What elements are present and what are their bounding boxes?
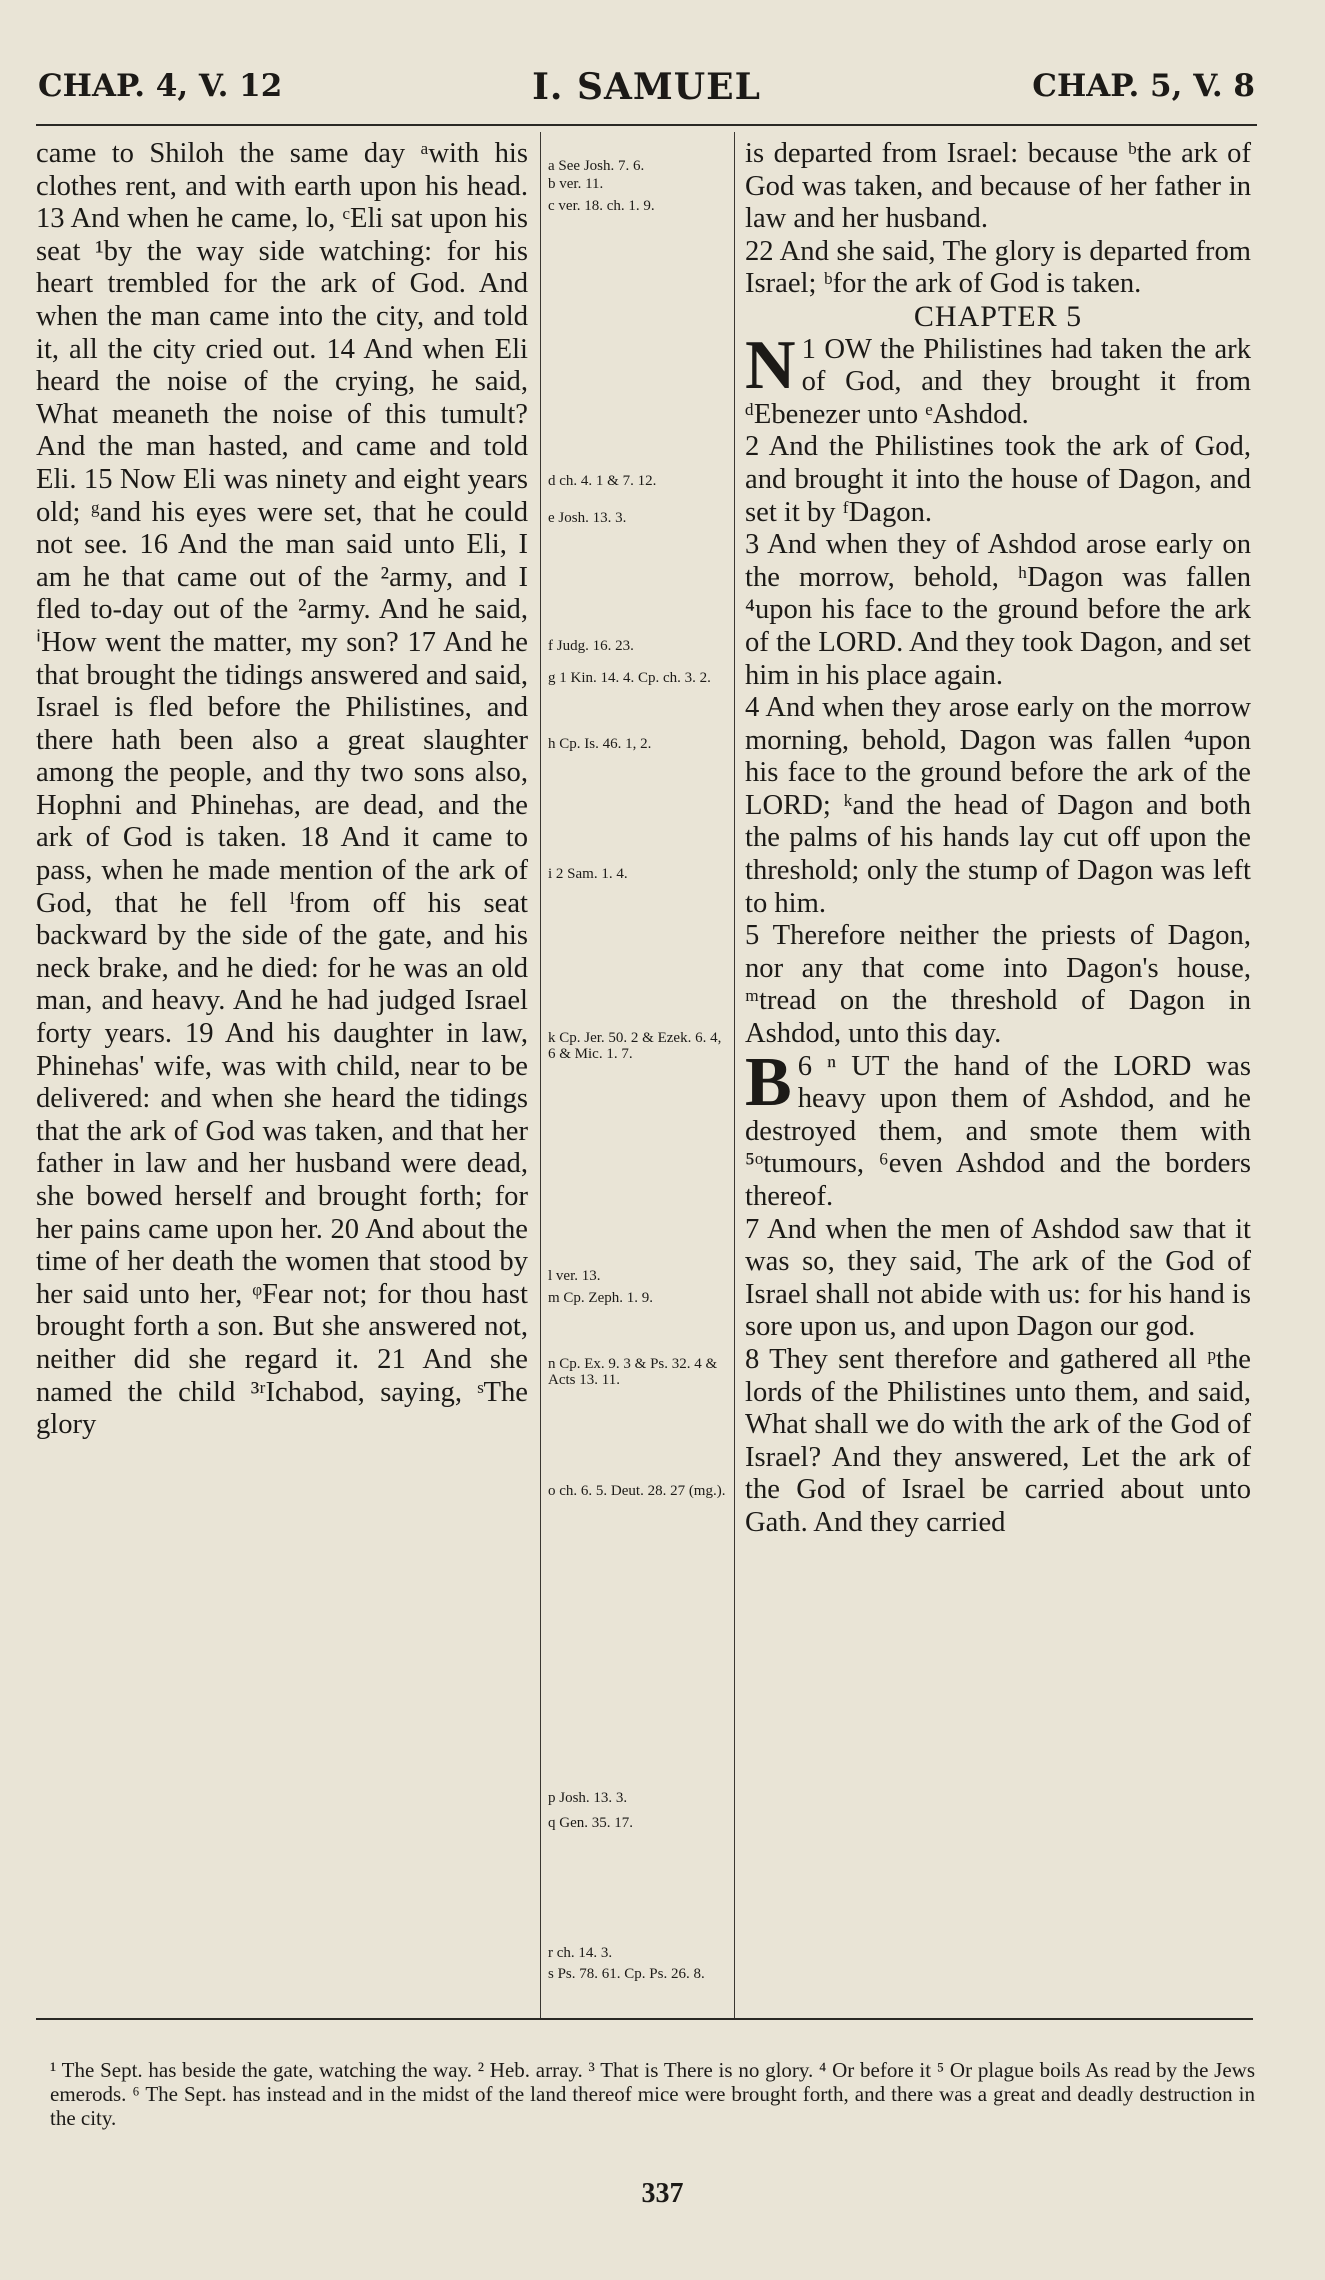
- page-number: 337: [641, 2178, 684, 2209]
- verse-number: 6 ⁿ: [797, 1050, 837, 1082]
- margin-note: c ver. 18. ch. 1. 9.: [548, 198, 655, 214]
- left-column-text: came to Shiloh the same day ᵃwith his clothes rent, and with earth upon his head. 13 And when he came, lo, ᶜEli sat upon his seat ¹by the way side watching: for his heart trembled for the ark of God. And when the man came into the city, and told it, all the city cried out. 14 And when Eli heard the noise of the crying, he said, What meaneth the noise of this tumult? And the man hasted, and came and told Eli. 15 Now Eli was ninety and eight years old; ᵍand his eyes were set, that he could not see. 16 And the man said unto Eli, I am he that came out of the ²army, and I fled to-day out of the ²army. And he said, ⁱHow went the matter, my son? 17 And he that brought the tidings answered and said, Israel is fled before the Philistines, and there hath been also a great slaughter among the people, and thy two sons also, Hophni and Phinehas, are dead, and the ark of God is taken. 18 And it came to pass, when he made mention of the ark of God, that he fell ˡfrom off his seat backward by the side of the gate, and his neck brake, and he died: for he was an old man, and heavy. And he had judged Israel forty years. 19 And his daughter in law, Phinehas' wife, was with child, near to be delivered: and when she heard the tidings that the ark of God was taken, and that her father in law and her husband were dead, she bowed herself and brought forth; for her pains came upon her. 20 And about the time of her death the women that stood by her said unto her, ᵠFear not; for thou hast brought forth a son. But she answered not, neither did she regard it. 21 And she named the child ³ʳIchabod, saying, ˢThe glory: [36, 138, 528, 1441]
- footnotes: ¹ The Sept. has beside the gate, watching the way. ² Heb. array. ³ That is There is no glory. ⁴ Or before it ⁵ Or plague boils As read by the Jews emerods. ⁶ The Sept. has instead and in the midst of the land thereof mice were brought forth, and there was a great and deadly destruction in the city.: [50, 2058, 1255, 2130]
- paragraph-opening-verse: [745, 1043, 1251, 1214]
- margin-note: k Cp. Jer. 50. 2 & Ezek. 6. 4, 6 & Mic. 1. 7.: [548, 1030, 722, 1062]
- margin-note: i 2 Sam. 1. 4.: [548, 866, 628, 882]
- header-chapter-right: CHAP. 5, V. 8: [1032, 68, 1255, 104]
- column-divider-left: [540, 132, 541, 2020]
- margin-note: h Cp. Is. 46. 1, 2.: [548, 736, 652, 752]
- margin-note: s Ps. 78. 61. Cp. Ps. 26. 8.: [548, 1966, 705, 1982]
- chapter-opening-verse: [745, 326, 1251, 432]
- verse-text: 8 They sent therefore and gathered all ᵖthe lords of the Philistines unto them, and said, What shall we do with the ark of the God of Israel? And they answered, Let the ark of the God of Israel be carried about unto Gath. And they carried: [745, 1343, 1251, 1538]
- right-text-column: [745, 138, 1251, 1540]
- verse-text: 7 And when the men of Ashdod saw that it was so, they said, The ark of the God of Israel shall not abide with us: for his hand is sore upon us, and upon Dagon our god.: [745, 1213, 1251, 1343]
- header-chapter-left: CHAP. 4, V. 12: [38, 68, 283, 104]
- drop-cap: B: [745, 1043, 792, 1121]
- margin-note: q Gen. 35. 17.: [548, 1815, 633, 1831]
- verse-text: UT the hand of the LORD was heavy upon them of Ashdod, and he destroyed them, and smote them with ⁵ᵒtumours, ⁶even Ashdod and the borders thereof.: [745, 1050, 1251, 1212]
- verse-text: 3 And when they of Ashdod arose early on the morrow, behold, ʰDagon was fallen ⁴upon his face to the ground before the ark of the LORD. And they took Dagon, and set him in his place again.: [745, 529, 1251, 691]
- drop-cap: N: [745, 326, 796, 404]
- margin-note: f Judg. 16. 23.: [548, 638, 634, 654]
- running-header: [38, 68, 1255, 118]
- margin-note: a See Josh. 7. 6.: [548, 158, 645, 174]
- footnote-rule: [36, 2018, 1253, 2020]
- margin-note: n Cp. Ex. 9. 3 & Ps. 32. 4 & Acts 13. 11.: [548, 1356, 718, 1388]
- margin-note: m Cp. Zeph. 1. 9.: [548, 1290, 653, 1306]
- cross-reference-margin: [548, 138, 730, 2018]
- margin-note: g 1 Kin. 14. 4. Cp. ch. 3. 2.: [548, 670, 711, 686]
- chapter-heading: CHAPTER 5: [913, 299, 1083, 333]
- left-text-column: [36, 138, 528, 1442]
- verse-text: OW the Philistines had taken the ark of God, and they brought it from ᵈEbenezer unto ᵉAshdod.: [745, 333, 1251, 430]
- verse-text: is departed from Israel: because ᵇthe ark of God was taken, and because of her father in law and her husband.: [745, 138, 1251, 235]
- verse-text: 5 Therefore neither the priests of Dagon, nor any that come into Dagon's house, ᵐtread on the threshold of Dagon in Ashdod, unto this day.: [745, 920, 1251, 1050]
- margin-note: l ver. 13.: [548, 1268, 601, 1284]
- margin-note: r ch. 14. 3.: [548, 1945, 613, 1961]
- verse-text: 2 And the Philistines took the ark of God, and brought it into the house of Dagon, and set it by ᶠDagon.: [745, 431, 1251, 528]
- margin-note: e Josh. 13. 3.: [548, 510, 627, 526]
- column-divider-right: [734, 132, 735, 2020]
- margin-note: b ver. 11.: [548, 176, 604, 192]
- margin-note: o ch. 6. 5. Deut. 28. 27 (mg.).: [548, 1483, 726, 1499]
- margin-note: d ch. 4. 1 & 7. 12.: [548, 473, 657, 489]
- verse-number: 1: [801, 333, 816, 365]
- margin-note: p Josh. 13. 3.: [548, 1790, 628, 1806]
- header-rule: [36, 124, 1257, 126]
- header-book-title: I. SAMUEL: [532, 66, 761, 108]
- verse-text: 4 And when they arose early on the morrow morning, behold, Dagon was fallen ⁴upon his face to the ground before the ark of the LORD; ᵏand the head of Dagon and both the palms of his hands lay cut off upon the threshold; only the stump of Dagon was left to him.: [745, 692, 1251, 919]
- verse-text: 22 And she said, The glory is departed from Israel; ᵇfor the ark of God is taken.: [745, 235, 1251, 300]
